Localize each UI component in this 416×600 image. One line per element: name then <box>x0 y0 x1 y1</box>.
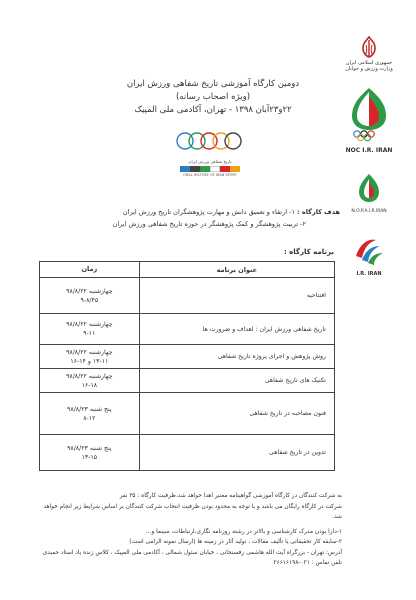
goals-label: هدف کارگاه : <box>297 208 340 216</box>
session-time <box>40 369 140 393</box>
session-hours: ۹-۱۱ <box>83 330 96 337</box>
paralympic-emblem-icon <box>352 234 386 266</box>
ministry-line1: جمهوری اسلامی ایران <box>345 60 393 66</box>
table-row <box>40 369 335 393</box>
color-block <box>190 166 200 172</box>
session-time <box>40 435 140 471</box>
session-hours: ۱۳-۱۵ <box>81 453 98 461</box>
document-title <box>100 78 326 117</box>
workshop-logo-caption-fa: تاریخ شفاهی ورزش ایران <box>188 159 232 164</box>
session-hours: ۹-۸/۴۵ <box>80 296 99 304</box>
color-block <box>200 166 210 172</box>
col-title-header: عنوان برنامه <box>139 262 334 278</box>
session-title: فنون مصاحبه در تاریخ شفاهی <box>139 393 334 435</box>
note-address: آدرس: تهران - بزرگراه آیت الله هاشمی رفسنجانی ، خیابان سئول شمالی ، آکادمی ملی المپیک ، کلاس زنده یاد استاد حمیدی <box>42 549 342 556</box>
noc-label: NOC I.R. IRAN <box>345 147 393 154</box>
table-row <box>40 314 335 345</box>
table-row <box>40 278 335 314</box>
workshop-mark-icon <box>176 128 244 154</box>
olympic-committee-emblem-icon <box>344 86 394 142</box>
workshop-color-bar <box>170 166 250 172</box>
session-date: پنج شنبه ۹۸/۸/۲۳ <box>67 405 112 413</box>
col-time-header: زمان <box>40 262 140 278</box>
noc-logo <box>336 86 402 154</box>
workshop-logo-caption-en: ORAL HISTORY OF IRAN SPORT <box>183 173 237 177</box>
irpc-label: I.R. IRAN <box>356 271 382 277</box>
session-hours: ۱۳-۱۱ و ۱۴-۱۶ <box>70 357 109 365</box>
session-title: تکنیک های تاریخ شفاهی <box>139 369 334 393</box>
goal-1: ۱- ارتقاء و تعمیق دانش و مهارت پژوهشگران تاریخ ورزش ایران <box>122 208 295 216</box>
session-title: روش پژوهش و اجرای پروژه تاریخ شفاهی <box>139 345 334 369</box>
nopa-label: N.O.P.A.I.R.IRAN <box>351 209 387 214</box>
session-time <box>40 345 140 369</box>
title-line1: دومین کارگاه آموزشی تاریخ شفاهی ورزش ایران <box>126 79 300 89</box>
table-row <box>40 435 335 471</box>
title-line3: ۲۲و۲۳آبان ۱۳۹۸ - تهران، آکادمی ملی المپیک <box>134 105 292 115</box>
session-date: چهارشنبه ۹۸/۸/۲۲ <box>66 348 113 356</box>
note-phone: تلفن تماس : ۰۲۱-۲۶۶۱۶۱۹۸ <box>273 560 342 566</box>
olympic-academy-emblem-icon <box>349 172 389 204</box>
session-date: پنج شنبه ۹۸/۸/۲۳ <box>67 444 112 452</box>
session-time <box>40 314 140 345</box>
session-title: افتتاحیه <box>139 278 334 314</box>
color-block <box>220 166 230 172</box>
session-date: چهارشنبه ۹۸/۸/۲۲ <box>66 372 113 380</box>
session-date: چهارشنبه ۹۸/۸/۲۲ <box>66 287 113 295</box>
nopa-logo <box>336 172 402 214</box>
ministry-logo <box>336 36 402 72</box>
title-line2: (ویژه اصحاب رسانه) <box>175 92 251 102</box>
table-row <box>40 345 335 369</box>
session-title: تاریخ شفاهی ورزش ایران : اهداف و ضرورت ها <box>139 314 334 345</box>
session-time <box>40 393 140 435</box>
goal-2: ۲- تربیت پژوهشگر و کمک پژوهشگر در حوزه تاریخ شفاهی ورزش ایران <box>112 220 306 228</box>
color-block <box>230 166 240 172</box>
session-date: چهارشنبه ۹۸/۸/۲۲ <box>66 321 113 328</box>
note-selection: شرکت در کارگاه رایگان می باشد و با توجه به محدود بودن ظرفیت انتخاب شرکت کنندگان بر اساس شرایط زیر انجام خواهد شد. <box>43 503 342 520</box>
logos-column <box>336 36 402 277</box>
iran-emblem-icon <box>360 36 378 58</box>
session-time <box>40 278 140 314</box>
color-block <box>180 166 190 172</box>
note-condition-1: ۱-دارا بودن مدرک کارشناسی و بالاتر در رشته روزنامه نگاری،ارتباطات، سینما و... <box>145 528 342 535</box>
table-header-row <box>40 262 335 278</box>
table-row <box>40 393 335 435</box>
session-title: تدوین در تاریخ شفاهی <box>139 435 334 471</box>
program-label: برنامه کارگاه : <box>283 248 334 256</box>
note-certificate: به شرکت کنندگان در کارگاه آموزشی گواهینامه معتبر اهدا خواهد شد.ظرفیت کارگاه : ۳۵ نفر <box>119 493 342 499</box>
color-block <box>210 166 220 172</box>
workshop-goals <box>40 206 340 230</box>
ministry-line2: وزارت ورزش و جوانان <box>345 66 393 72</box>
note-condition-2: ۲-سابقه کار تحقیقاتی یا تألیف مقالات ، تولید آثار در زمینه ها (ارسال نمونه الزامی است) <box>129 539 342 545</box>
program-table <box>39 261 335 471</box>
paralympic-logo <box>336 234 402 277</box>
session-hours: ۱۶-۱۸ <box>81 381 98 389</box>
workshop-notes <box>32 491 342 569</box>
workshop-logo <box>170 128 250 177</box>
session-hours: ۸-۱۲ <box>83 414 96 422</box>
